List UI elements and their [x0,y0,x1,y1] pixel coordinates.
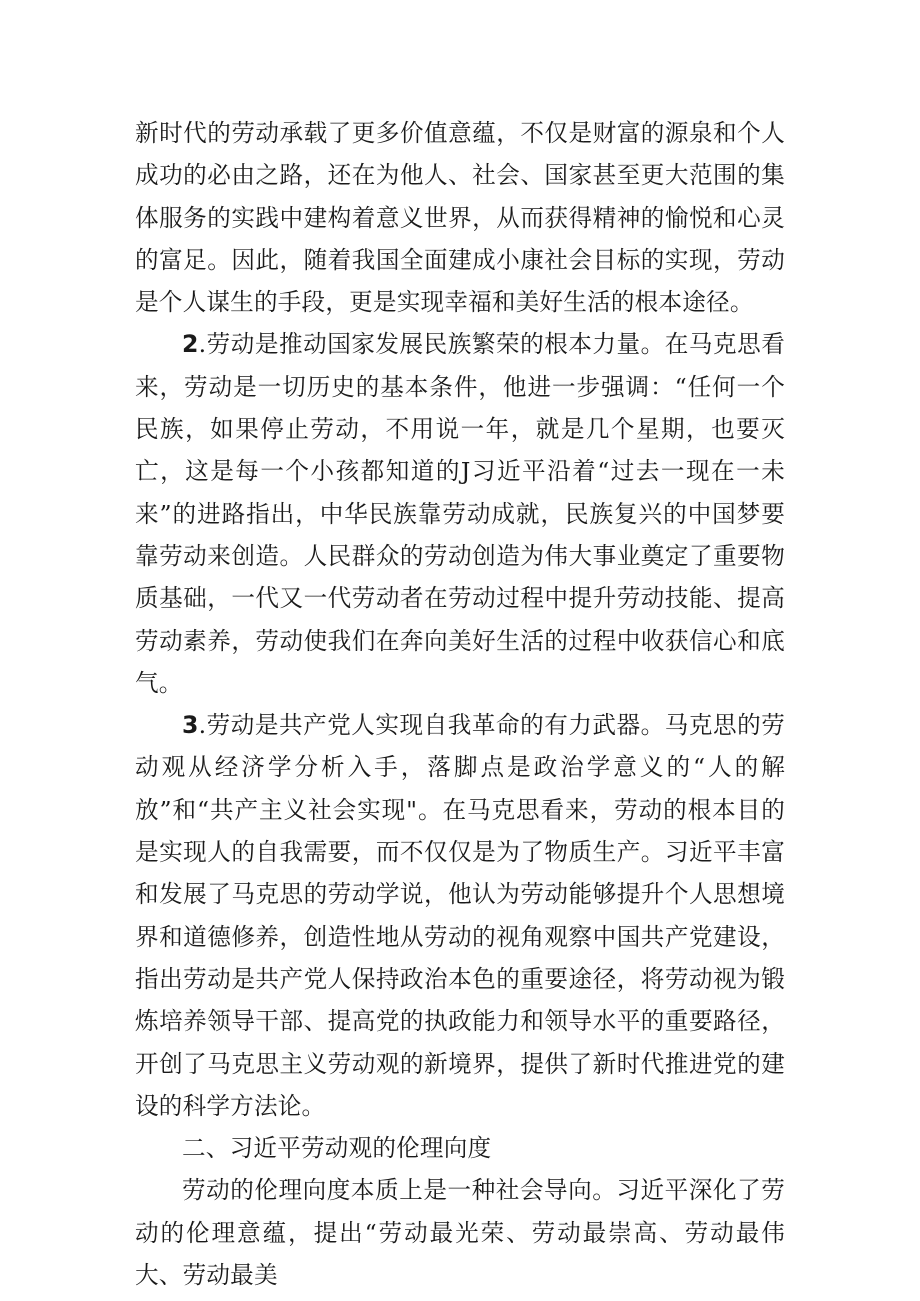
paragraph-point-3 [135,704,785,1127]
list-number: 2 [182,330,199,359]
paragraph-text: .劳动是推动国家发展民族繁荣的根本力量。在马克思看来，劳动是一切历史的基本条件，他进一步强调：“任何一个民族，如果停止劳动，不用说一年，就是几个星期，也要灭亡，这是每一个小孩都知道的J习近平沿着“过去一现在一未来”的进路指出，中华民族靠劳动成就，民族复兴的中国梦要靠劳动来创造。人民群众的劳动创造为伟大事业奠定了重要物质基础，一代又一代劳动者在劳动过程中提升劳动技能、提高劳动素养，劳动使我们在奔向美好生活的过程中收获信心和底气。 [135,330,785,697]
paragraph-text: 新时代的劳动承载了更多价值意蕴，不仅是财富的源泉和个人成功的必由之路，还在为他人、社会、国家甚至更大范围的集体服务的实践中建构着意义世界，从而获得精神的愉悦和心灵的富足。因此，随着我国全面建成小康社会目标的实现，劳动是个人谋生的手段，更是实现幸福和美好生活的根本途径。 [135,119,785,317]
section-heading [135,1127,785,1169]
paragraph-value-of-labor [135,112,785,323]
document-body [135,112,785,1296]
paragraph-point-2 [135,323,785,704]
paragraph-ethical-dimension [135,1169,785,1296]
list-number: 3 [182,711,199,740]
paragraph-text: .劳动是共产党人实现自我革命的有力武器。马克思的劳动观从经济学分析入手，落脚点是政治学意义的“人的解放”和“共产主义社会实现"。在马克思看来，劳动的根本目的是实现人的自我需要，而不仅仅是为了物质生产。习近平丰富和发展了马克思的劳动学说，他认为劳动能够提升个人思想境界和道德修养，创造性地从劳动的视角观察中国共产党建设，指出劳动是共产党人保持政治本色的重要途径，将劳动视为锻炼培养领导干部、提高党的执政能力和领导水平的重要路径，开创了马克思主义劳动观的新境界，提供了新时代推进党的建设的科学方法论。 [135,711,785,1120]
heading-text: 二、习近平劳动观的伦理向度 [182,1134,492,1163]
paragraph-text: 劳动的伦理向度本质上是一种社会导向。习近平深化了劳动的伦理意蕴，提出“劳动最光荣、劳动最崇高、劳动最伟大、劳动最美 [135,1176,785,1290]
